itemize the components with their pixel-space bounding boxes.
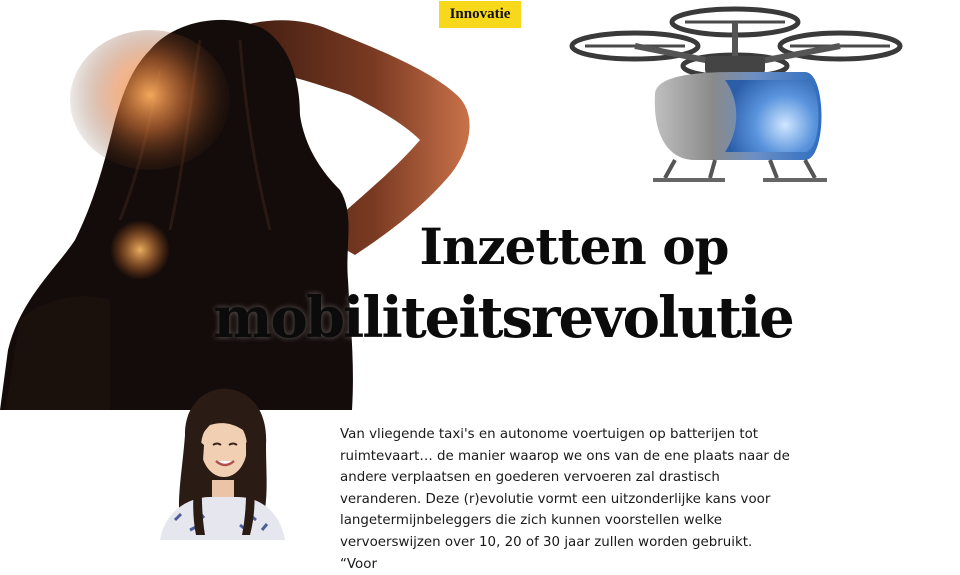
category-badge[interactable]: Innovatie bbox=[439, 1, 521, 28]
article-intro: Van vliegende taxi's en autonome voertuigen op batterijen tot ruimtevaart… de manier waarop we ons van de ene plaats naar de andere verplaatsen en goederen vervoeren zal drastisch veranderen. Deze (r)evolutie vormt een uitzonderlijke kans voor langetermijnbeleggers die zich kunnen voorstellen welke vervoerswijzen over 10, 20 of 30 jaar zullen worden gebruikt. “Voor bbox=[340, 427, 790, 572]
author-portrait bbox=[150, 385, 290, 540]
title-line-1: Inzetten op bbox=[419, 217, 729, 276]
title-line-2: mobiliteitsrevolutie bbox=[213, 285, 793, 351]
article-title bbox=[150, 217, 870, 351]
drone-image bbox=[565, 0, 905, 190]
